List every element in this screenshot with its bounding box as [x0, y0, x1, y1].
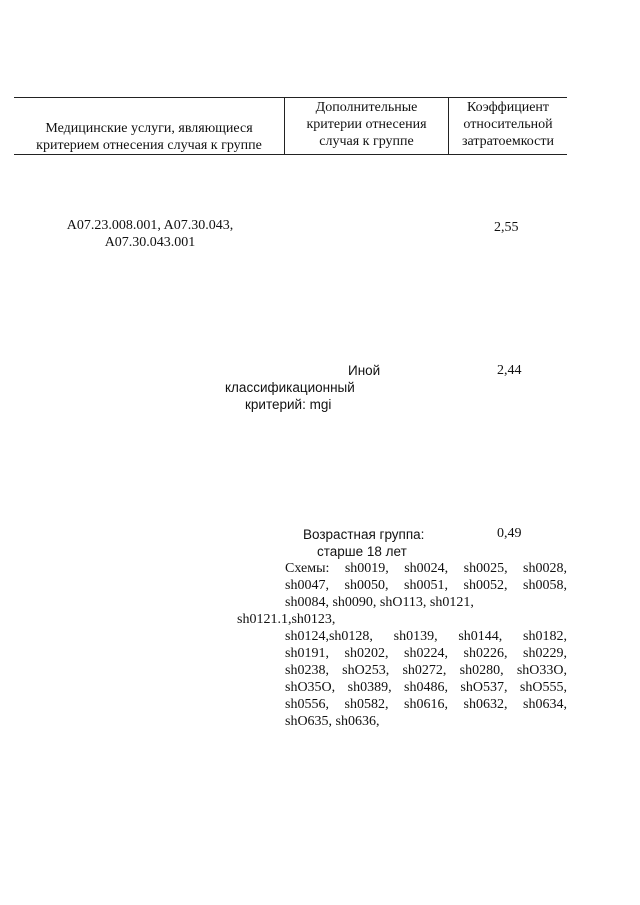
service-codes-line: A07.23.008.001, A07.30.043, [66, 218, 234, 233]
criteria-line: Иной [348, 363, 381, 378]
row2-coefficient: 2,44 [497, 363, 522, 378]
header-coefficient-line: затратоемкости [462, 134, 554, 149]
header-coefficient-line: Коэффициент [466, 100, 550, 115]
service-codes-line: A07.30.043.001 [104, 235, 196, 250]
age-group-value: старше 18 лет [317, 544, 407, 559]
header-additional-line: Дополнительные [315, 100, 418, 115]
row3-age-group [303, 526, 424, 543]
header-services [14, 120, 284, 154]
header-coefficient-line: относительной [463, 117, 553, 132]
table-top-border [14, 97, 567, 98]
criteria-line: классификационный [225, 380, 355, 395]
scheme-list-line: shO635, sh0636, [285, 714, 380, 729]
scheme-list-line: sh0121.1,sh0123, [237, 612, 336, 627]
scheme-list-line: sh0191, sh0202, sh0224, sh0226, sh0229, [285, 646, 567, 661]
row3-coefficient: 0,49 [497, 526, 522, 541]
scheme-list-line: sh0238, shO253, sh0272, sh0280, shO33O, [285, 663, 567, 678]
header-bottom-border [14, 154, 567, 155]
scheme-list-line: Схемы: sh0019, sh0024, sh0025, sh0028, [285, 561, 567, 576]
age-group-label: Возрастная группа: [303, 527, 425, 542]
header-additional-line: критерии отнесения [306, 117, 427, 132]
header-additional-criteria [285, 99, 448, 150]
row1-coefficient: 2,55 [494, 220, 519, 235]
header-coefficient [449, 99, 567, 150]
scheme-list-line: sh0556, sh0582, sh0616, sh0632, sh0634, [285, 697, 567, 712]
criteria-line: критерий: mgi [245, 397, 332, 412]
row3-schemes [237, 560, 567, 730]
row2-additional-criteria [215, 362, 390, 413]
header-additional-line: случая к группе [319, 134, 414, 149]
header-services-line: критерием отнесения случая к группе [36, 138, 262, 153]
scheme-list-line: sh0084, sh0090, shO113, sh0121, [285, 595, 474, 610]
scheme-list-line: shO35O, sh0389, sh0486, shO537, shO555, [285, 680, 567, 695]
scheme-list-line: sh0047, sh0050, sh0051, sh0052, sh0058, [285, 578, 567, 593]
header-services-line: Медицинские услуги, являющиеся [45, 121, 253, 136]
row1-services [30, 217, 270, 251]
scheme-list-line: sh0124,sh0128, sh0139, sh0144, sh0182, [285, 629, 567, 644]
row3-age-value [317, 543, 407, 560]
